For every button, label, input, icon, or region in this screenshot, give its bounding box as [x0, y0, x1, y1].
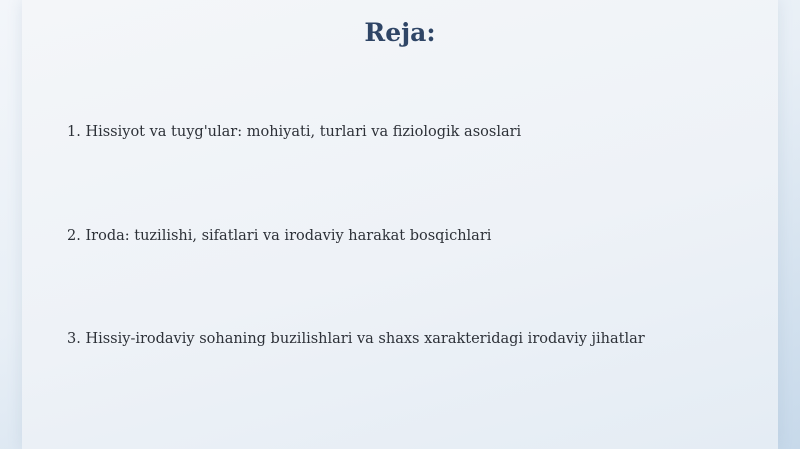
- plan-item-3: 3. Hissiy-irodaviy sohaning buzilishlari va shaxs xarakteridagi irodaviy jihatlar: [67, 331, 645, 347]
- slide-title: Reja:: [364, 18, 436, 47]
- slide: [22, 0, 778, 449]
- plan-item-2: 2. Iroda: tuzilishi, sifatlari va irodaviy harakat bosqichlari: [67, 228, 492, 244]
- plan-item-1: 1. Hissiyot va tuyg'ular: mohiyati, turlari va fiziologik asoslari: [67, 124, 522, 140]
